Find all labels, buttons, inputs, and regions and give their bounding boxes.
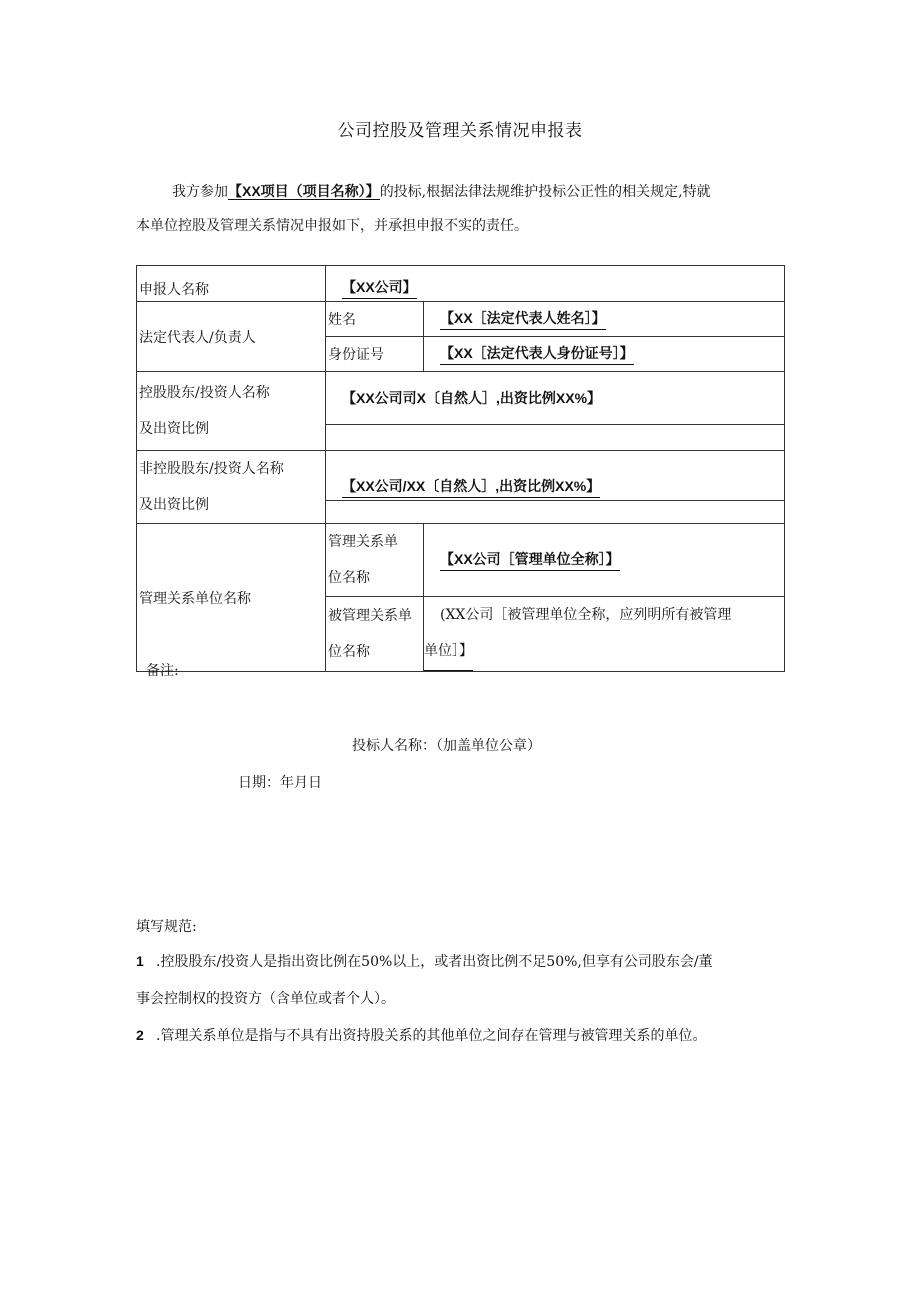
intro-pre: 我方参加 [172,184,228,200]
rule-item-1 [136,951,786,971]
controlling-cell [326,372,785,425]
declaration-table [136,265,785,672]
legal-rep-label: 法定代表人/负责人 [137,302,326,372]
legal-rep-name-value: 【XX［法定代表人姓名］】 [440,308,606,330]
applicant-cell [326,266,785,302]
id-label: 身份证号 [326,337,424,372]
mgmt-unit-label: 管理关系单 位名称 [326,524,424,597]
rule-text: .管理关系单位是指与不具有出资持股关系的其他单位之间存在管理与被管理关系的单位。 [156,1028,707,1044]
intro-line-1 [136,181,786,201]
noncontrolling-value: 【XX公司/XX〔自然人］,出资比例XX%】 [342,476,600,498]
rules-title: 填写规范: [136,919,197,935]
mgmt-label: 管理关系单位名称 [137,524,326,672]
managed-unit-value-line-1: (XX公司［被管理单位全称，应列明所有被管理 [440,607,732,623]
name-cell [424,302,785,337]
id-cell [424,337,785,372]
managed-unit-value-line-2: 单位］】 [424,633,473,671]
controlling-label: 控股股东/投资人名称 及出资比例 [137,372,326,451]
managed-unit-cell [424,597,785,672]
legal-rep-id-value: 【XX［法定代表人身份证号］】 [440,343,634,365]
rule-item-2 [136,1025,786,1045]
intro-post: 的投标,根据法律法规维护投标公正性的相关规定,特就 [379,184,711,200]
noncontrolling-label: 非控股股东/投资人名称 及出资比例 [137,451,326,524]
rule-number: 1 [136,953,144,969]
applicant-label: 申报人名称 [137,266,326,302]
intro-line-2: 本单位控股及管理关系情况申报如下，并承担申报不实的责任。 [136,218,528,234]
mgmt-unit-cell [424,524,785,597]
project-name-placeholder: 【XX项目（项目名称）】 [228,183,380,199]
rule-number: 2 [136,1027,144,1043]
controlling-empty-cell [326,425,785,451]
noncontrolling-empty-cell [326,501,785,524]
controlling-value: 【XX公司司X〔自然人］,出资比例XX%】 [342,390,602,406]
managed-unit-label: 被管理关系单 位名称 [326,597,424,672]
page-title: 公司控股及管理关系情况申报表 [337,121,583,141]
bidder-signature-line: 投标人名称：（加盖单位公章） [352,738,541,754]
applicant-value: 【XX公司】 [342,277,417,299]
remark-label: 备注: [146,663,179,679]
date-line: 日期：年月日 [238,775,322,791]
noncontrolling-cell [326,451,785,501]
name-label: 姓名 [326,302,424,337]
rule-item-1-continued: 事会控制权的投资方（含单位或者个人）。 [136,991,395,1007]
rule-text: .控股股东/投资人是指出资比例在50%以上，或者出资比例不足50%,但享有公司股东会/董 [156,954,713,970]
mgmt-unit-value: 【XX公司［管理单位全称］】 [440,549,620,571]
